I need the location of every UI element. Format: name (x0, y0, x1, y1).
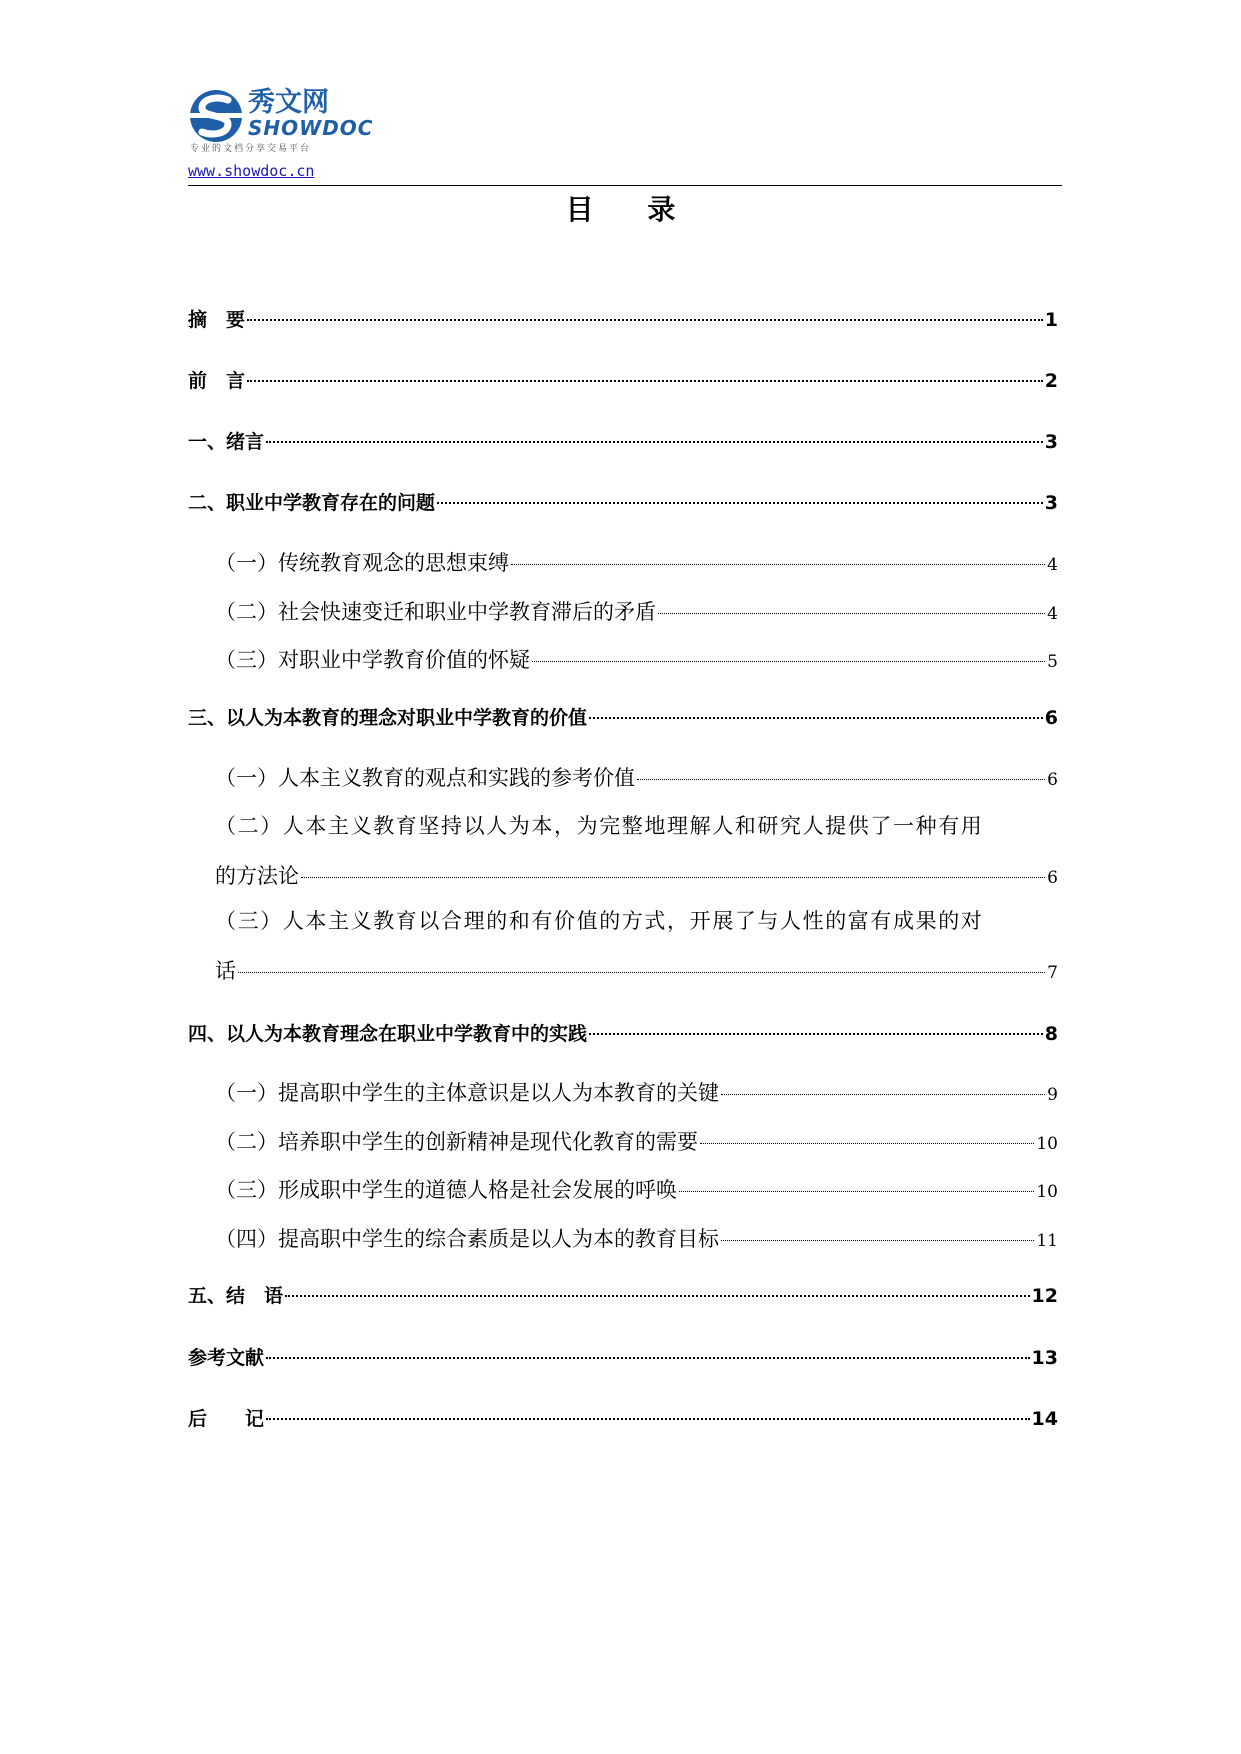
toc-entry-abstract[interactable]: 摘 要 1 (188, 309, 1058, 331)
toc-entry-references[interactable]: 参考文献 13 (188, 1347, 1058, 1369)
toc-page-number: 8 (1044, 1023, 1058, 1045)
toc-page-number: 14 (1031, 1408, 1058, 1430)
toc-page-number: 9 (1047, 1085, 1058, 1105)
toc-page-number: 3 (1044, 492, 1058, 514)
toc-page-number: 1 (1044, 309, 1058, 331)
header-divider (188, 185, 1062, 186)
site-url-link[interactable]: www.showdoc.cn (188, 162, 315, 180)
toc-page-number: 5 (1047, 652, 1058, 672)
page-header (188, 87, 1062, 180)
toc-entry-preface[interactable]: 前 言 2 (188, 370, 1058, 392)
toc-entry-3-2-line1[interactable]: （二）人本主义教育坚持以人为本，为完整地理解人和研究人提供了一种有用 (215, 814, 984, 838)
toc-page-number: 4 (1047, 604, 1058, 624)
toc-page-number: 6 (1044, 707, 1058, 729)
toc-entry-4-2[interactable]: （二）培养职中学生的创新精神是现代化教育的需要 10 (215, 1130, 1058, 1154)
toc-page-number: 11 (1036, 1231, 1058, 1251)
toc-page-number: 13 (1031, 1347, 1058, 1369)
toc-entry-chapter-5[interactable]: 五、结 语 12 (188, 1285, 1058, 1307)
toc-entry-4-4[interactable]: （四）提高职中学生的综合素质是以人为本的教育目标 11 (215, 1227, 1058, 1251)
toc-page-number: 12 (1031, 1285, 1058, 1307)
toc-entry-2-3[interactable]: （三）对职业中学教育价值的怀疑 5 (215, 648, 1058, 672)
toc-entry-2-2[interactable]: （二）社会快速变迁和职业中学教育滞后的矛盾 4 (215, 600, 1058, 624)
toc-entry-3-3[interactable]: 话 7 (215, 959, 1058, 983)
toc-page-number: 4 (1047, 555, 1058, 575)
logo-chinese-name: 秀文网 (248, 87, 329, 118)
logo (188, 88, 1062, 156)
toc-entry-chapter-3[interactable]: 三、以人为本教育的理念对职业中学教育的价值 6 (188, 707, 1058, 729)
toc-page-number: 6 (1047, 770, 1058, 790)
toc-entry-postscript[interactable]: 后 记 14 (188, 1408, 1058, 1430)
toc-entry-4-1[interactable]: （一）提高职中学生的主体意识是以人为本教育的关键 9 (215, 1081, 1058, 1105)
logo-english-name: SHOWDOC (248, 116, 374, 140)
toc-page-number: 10 (1036, 1182, 1058, 1202)
toc-entry-2-1[interactable]: （一）传统教育观念的思想束缚 4 (215, 551, 1058, 575)
toc-entry-3-3-line1[interactable]: （三）人本主义教育以合理的和有价值的方式，开展了与人性的富有成果的对 (215, 909, 984, 933)
toc-page-number: 10 (1036, 1134, 1058, 1154)
showdoc-s-logo-icon (188, 88, 244, 144)
toc-entry-4-3[interactable]: （三）形成职中学生的道德人格是社会发展的呼唤 10 (215, 1178, 1058, 1202)
toc-page-number: 7 (1047, 963, 1058, 983)
toc-page-number: 6 (1047, 868, 1058, 888)
toc-page-number: 3 (1044, 431, 1058, 453)
toc-entry-chapter-2[interactable]: 二、职业中学教育存在的问题 3 (188, 492, 1058, 514)
logo-slogan: 专业的文档分享交易平台 (190, 144, 312, 154)
toc-title: 目 录 (565, 193, 698, 226)
toc-entry-chapter-4[interactable]: 四、以人为本教育理念在职业中学教育中的实践 8 (188, 1023, 1058, 1045)
toc-entry-chapter-1[interactable]: 一、绪言 3 (188, 431, 1058, 453)
toc-page-number: 2 (1044, 370, 1058, 392)
toc-entry-3-2[interactable]: 的方法论 6 (215, 864, 1058, 888)
toc-entry-3-1[interactable]: （一）人本主义教育的观点和实践的参考价值 6 (215, 766, 1058, 790)
